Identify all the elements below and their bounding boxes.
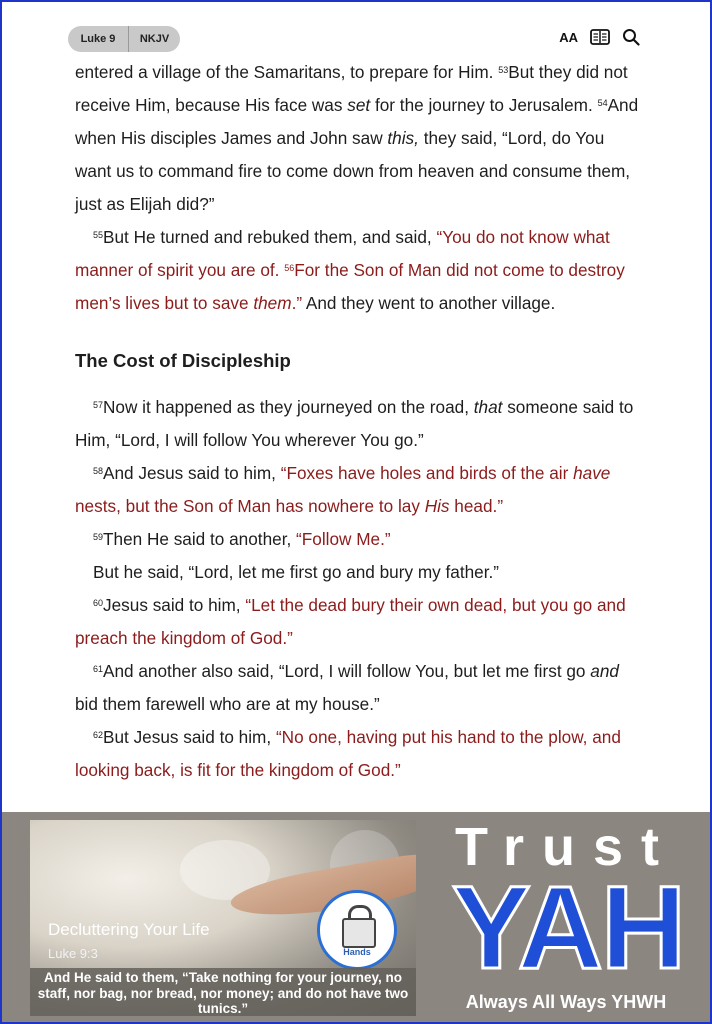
verse-number[interactable]: 59 xyxy=(93,532,104,542)
book-view-icon[interactable] xyxy=(590,29,610,45)
verse-number[interactable]: 54 xyxy=(597,98,608,108)
version-button[interactable]: NKJV xyxy=(139,33,170,45)
paragraph-62: $^{62}$But Jesus said to him, “No one, having put his hand to the plow, and looking back, is fit for the kingdom of God.” xyxy=(75,727,621,780)
card-title: Decluttering Your Life xyxy=(48,920,210,939)
verse-number[interactable]: 57 xyxy=(93,400,104,410)
devotional-card-image xyxy=(30,820,416,1016)
text-size-button[interactable]: AA xyxy=(559,29,578,45)
paragraph-59: $^{59}$Then He said to another, “Follow Me.” xyxy=(93,529,391,549)
paragraph-60: $^{60}$Jesus said to him, “Let the dead bury their own dead, but you go and preach the kingdom of God.” xyxy=(75,595,626,648)
paragraph-55-56: $^{55}$But He turned and rebuked them, and said, “You do not know what manner of spirit you are of. $^{56}$For the Son of Man did not come to destroy men’s lives but to save them.” And they went to another village. xyxy=(75,227,625,313)
section-heading: The Cost of Discipleship xyxy=(75,350,291,371)
verse-number[interactable]: 53 xyxy=(498,65,509,75)
verse-number[interactable]: 60 xyxy=(93,598,104,608)
verse-number[interactable]: 62 xyxy=(93,730,104,740)
promo-banner xyxy=(0,812,712,1024)
verse-number[interactable]: 56 xyxy=(284,263,295,273)
scripture-text xyxy=(75,56,645,787)
padlock-icon xyxy=(342,918,376,948)
reader-toolbar xyxy=(0,24,712,56)
search-icon[interactable] xyxy=(622,28,640,46)
paragraph-57: $^{57}$Now it happened as they journeyed on the road, that someone said to Him, “Lord, I will follow You wherever You go.” xyxy=(75,397,634,450)
paragraph-58: $^{58}$And Jesus said to him, “Foxes have holes and birds of the air have nests, but the Son of Man has nowhere to lay His head.” xyxy=(75,463,611,516)
verse-number[interactable]: 55 xyxy=(93,230,104,240)
tagline: Always All Ways YHWH xyxy=(465,992,667,1012)
paragraph-59-reply: But he said, “Lord, let me first go and bury my father.” xyxy=(93,562,500,582)
paragraph-53-54: entered a village of the Samaritans, to prepare for Him. $^{53}$But they did not receive Him, because His face was set for the journey to Jerusalem. $^{54}$And when His disciples James and John saw this, they said, “Lord, do You want us to command fire to come down from heaven and consume them, just as Elijah did?” xyxy=(75,62,639,214)
trust-word: Trust xyxy=(454,817,678,877)
yah-logo-text: YAH xyxy=(451,862,685,994)
lock-seal-logo: Hands xyxy=(317,890,397,970)
verse-number[interactable]: 58 xyxy=(93,466,104,476)
passage-selector[interactable] xyxy=(68,26,180,52)
verse-number[interactable]: 61 xyxy=(93,664,104,674)
paragraph-61: $^{61}$And another also said, “Lord, I will follow You, but let me first go and bid them farewell who are at my house.” xyxy=(75,661,619,714)
card-quote: And He said to them, “Take nothing for your journey, no staff, nor bag, nor bread, nor money; and do not have two tunics.” xyxy=(30,968,416,1016)
toolbar-actions xyxy=(559,28,640,46)
card-reference: Luke 9:3 xyxy=(48,946,98,961)
book-chapter-button[interactable]: Luke 9 xyxy=(68,26,129,52)
